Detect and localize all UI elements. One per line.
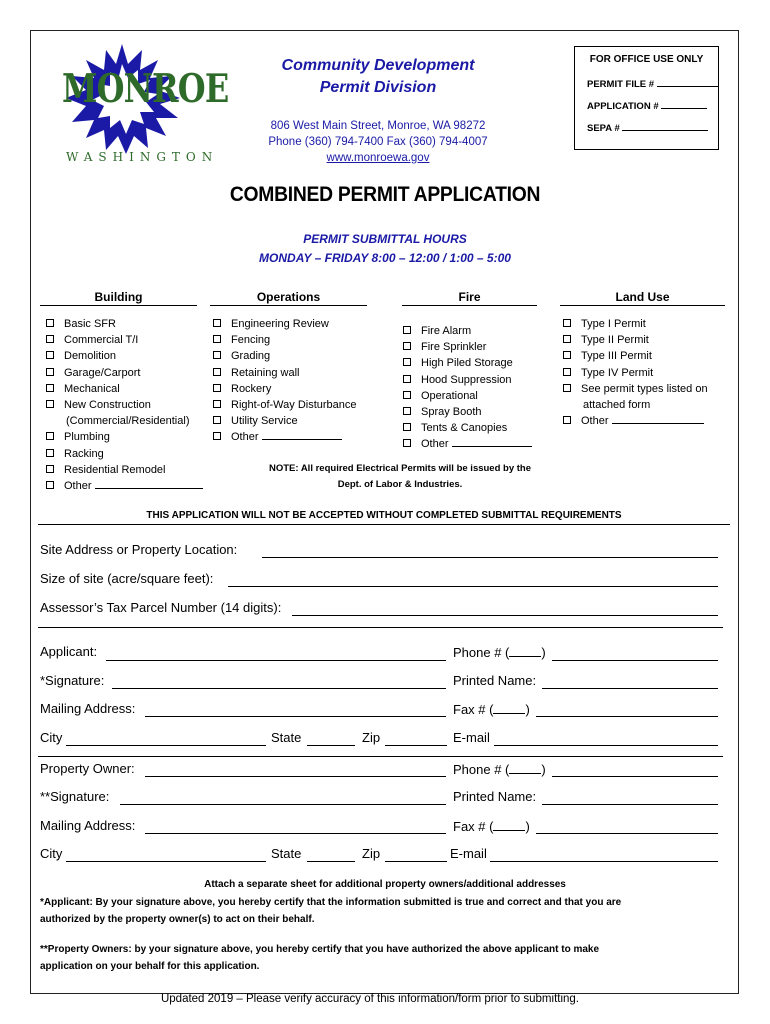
office-use-box xyxy=(574,46,719,150)
owner-label: Property Owner: xyxy=(40,761,135,776)
owner-zip-input[interactable] xyxy=(385,861,447,862)
org-website-link[interactable]: www.monroewa.gov xyxy=(326,152,430,164)
site-address-input[interactable] xyxy=(262,557,718,558)
checkbox-tents-canopies[interactable]: Tents & Canopies xyxy=(403,420,532,436)
applicant-signature-label: *Signature: xyxy=(40,673,105,688)
applicant-label: Applicant: xyxy=(40,644,98,659)
parcel-number-label: Assessor’s Tax Parcel Number (14 digits): xyxy=(40,600,282,615)
owner-signature-input[interactable] xyxy=(120,804,446,805)
fire-heading: Fire xyxy=(402,290,537,306)
checkbox-operations-other[interactable]: Other xyxy=(213,429,357,445)
owner-state-input[interactable] xyxy=(307,861,355,862)
attached-form-note: attached form xyxy=(583,399,651,412)
owner-printed-name-label: Printed Name: xyxy=(453,789,537,804)
form-title: COMBINED PERMIT APPLICATION xyxy=(229,183,541,206)
logo-wordmark: MONROE xyxy=(62,66,229,112)
owner-fax-label: Fax # ( ) xyxy=(453,819,530,834)
submittal-warning: THIS APPLICATION WILL NOT BE ACCEPTED WITHOUT COMPLETED SUBMITTAL REQUIREMENTS xyxy=(38,510,730,525)
electrical-note: NOTE: All required Electrical Permits will be issued by the Dept. of Labor & Industries. xyxy=(268,463,532,490)
checkbox-spray-booth[interactable]: Spray Booth xyxy=(403,404,532,420)
checkbox-type-1[interactable]: Type I Permit xyxy=(563,316,708,332)
checkbox-racking[interactable]: Racking xyxy=(46,446,203,462)
applicant-printed-name-label: Printed Name: xyxy=(453,673,537,688)
checkbox-garage-carport[interactable]: Garage/Carport xyxy=(46,365,203,381)
checkbox-fire-other[interactable]: Other xyxy=(403,436,532,452)
checkbox-demolition[interactable]: Demolition xyxy=(46,348,203,364)
checkbox-hood-suppression[interactable]: Hood Suppression xyxy=(403,372,532,388)
land-use-heading: Land Use xyxy=(560,290,725,306)
land-use-checklist xyxy=(563,316,708,429)
checkbox-fire-sprinkler[interactable]: Fire Sprinkler xyxy=(403,339,532,355)
operations-heading: Operations xyxy=(210,290,367,306)
office-use-title: FOR OFFICE USE ONLY xyxy=(589,54,704,65)
owner-signature-label: **Signature: xyxy=(40,789,110,804)
owner-phone-input[interactable] xyxy=(552,776,718,777)
application-field[interactable]: APPLICATION # xyxy=(587,99,707,112)
applicant-zip-input[interactable] xyxy=(385,745,447,746)
checkbox-basic-sfr[interactable]: Basic SFR xyxy=(46,316,203,332)
checkbox-utility-service[interactable]: Utility Service xyxy=(213,413,357,429)
org-name: Community Development xyxy=(281,57,475,74)
checkbox-commercial-ti[interactable]: Commercial T/I xyxy=(46,332,203,348)
org-phone-fax: Phone (360) 794-7400 Fax (360) 794-4007 xyxy=(268,136,488,148)
applicant-phone-label: Phone # ( ) xyxy=(453,645,546,660)
applicant-printed-name-input[interactable] xyxy=(542,688,718,689)
owner-mailing-input[interactable] xyxy=(145,833,446,834)
owner-email-input[interactable] xyxy=(490,861,718,862)
owner-city-input[interactable] xyxy=(66,861,266,862)
building-checklist xyxy=(46,316,203,494)
checkbox-building-other[interactable]: Other xyxy=(46,478,203,494)
checkbox-grading[interactable]: Grading xyxy=(213,348,357,364)
applicant-email-label: E-mail xyxy=(453,730,490,745)
checkbox-retaining-wall[interactable]: Retaining wall xyxy=(213,365,357,381)
checkbox-high-piled-storage[interactable]: High Piled Storage xyxy=(403,355,532,371)
checkbox-rockery[interactable]: Rockery xyxy=(213,381,357,397)
checkbox-land-use-other[interactable]: Other xyxy=(563,413,708,429)
applicant-signature-input[interactable] xyxy=(112,688,446,689)
site-size-input[interactable] xyxy=(228,586,718,587)
sepa-field[interactable]: SEPA # xyxy=(587,121,708,134)
site-address-label: Site Address or Property Location: xyxy=(40,542,238,557)
checkbox-residential-remodel[interactable]: Residential Remodel xyxy=(46,462,203,478)
parcel-number-input[interactable] xyxy=(292,615,718,616)
new-construction-note: (Commercial/Residential) xyxy=(66,415,190,428)
owner-phone-label: Phone # ( ) xyxy=(453,762,546,777)
owner-email-label: E-mail xyxy=(450,846,487,861)
checkbox-new-construction[interactable]: New Construction xyxy=(46,397,203,413)
updated-note: Updated 2019 – Please verify accuracy of this information/form prior to submitting. xyxy=(160,993,580,1005)
site-size-label: Size of site (acre/square feet): xyxy=(40,571,214,586)
applicant-state-input[interactable] xyxy=(307,745,355,746)
checkbox-fire-alarm[interactable]: Fire Alarm xyxy=(403,323,532,339)
checkbox-see-permit-types[interactable]: See permit types listed on xyxy=(563,381,708,397)
applicant-phone-input[interactable] xyxy=(552,660,718,661)
applicant-email-input[interactable] xyxy=(494,745,718,746)
checkbox-plumbing[interactable]: Plumbing xyxy=(46,429,203,445)
attach-sheet-note: Attach a separate sheet for additional property owners/additional addresses xyxy=(204,879,566,890)
checkbox-type-2[interactable]: Type II Permit xyxy=(563,332,708,348)
hours-label: PERMIT SUBMITTAL HOURS xyxy=(303,232,467,246)
applicant-state-label: State xyxy=(271,730,302,745)
hours-schedule: MONDAY – FRIDAY 8:00 – 12:00 / 1:00 – 5:00 xyxy=(259,251,511,265)
applicant-mailing-input[interactable] xyxy=(145,716,446,717)
applicant-mailing-label: Mailing Address: xyxy=(40,701,136,716)
owner-city-label: City xyxy=(40,846,63,861)
checkbox-type-3[interactable]: Type III Permit xyxy=(563,348,708,364)
operations-checklist xyxy=(213,316,357,446)
owner-zip-label: Zip xyxy=(362,846,381,861)
checkbox-fencing[interactable]: Fencing xyxy=(213,332,357,348)
applicant-fax-label: Fax # ( ) xyxy=(453,702,530,717)
applicant-certification: *Applicant: By your signature above, you hereby certify that the information submitted is true and correct and that you are authorized by the property owner(s) to act on their behalf. xyxy=(40,897,622,925)
checkbox-type-4[interactable]: Type IV Permit xyxy=(563,365,708,381)
owner-printed-name-input[interactable] xyxy=(542,804,718,805)
owner-state-label: State xyxy=(271,846,302,861)
owner-fax-input[interactable] xyxy=(536,833,718,834)
checkbox-right-of-way[interactable]: Right-of-Way Disturbance xyxy=(213,397,357,413)
logo-subtitle: WASHINGTON xyxy=(66,150,219,164)
fire-checklist xyxy=(403,323,532,453)
org-division: Permit Division xyxy=(319,79,437,96)
applicant-city-label: City xyxy=(40,730,63,745)
applicant-city-input[interactable] xyxy=(66,745,266,746)
owner-input[interactable] xyxy=(145,776,446,777)
applicant-zip-label: Zip xyxy=(362,730,381,745)
org-address: 806 West Main Street, Monroe, WA 98272 xyxy=(270,120,486,132)
applicant-fax-input[interactable] xyxy=(536,716,718,717)
building-heading: Building xyxy=(40,290,197,306)
section-divider xyxy=(38,627,723,628)
owner-mailing-label: Mailing Address: xyxy=(40,818,136,833)
checkbox-mechanical[interactable]: Mechanical xyxy=(46,381,203,397)
section-divider xyxy=(38,756,723,757)
owner-certification: **Property Owners: by your signature above, you hereby certify that you have authorized the above applicant to make application on your behalf for this application. xyxy=(40,944,600,972)
permit-file-field[interactable]: PERMIT FILE # xyxy=(587,77,719,90)
applicant-input[interactable] xyxy=(106,660,446,661)
checkbox-operational[interactable]: Operational xyxy=(403,388,532,404)
checkbox-engineering-review[interactable]: Engineering Review xyxy=(213,316,357,332)
